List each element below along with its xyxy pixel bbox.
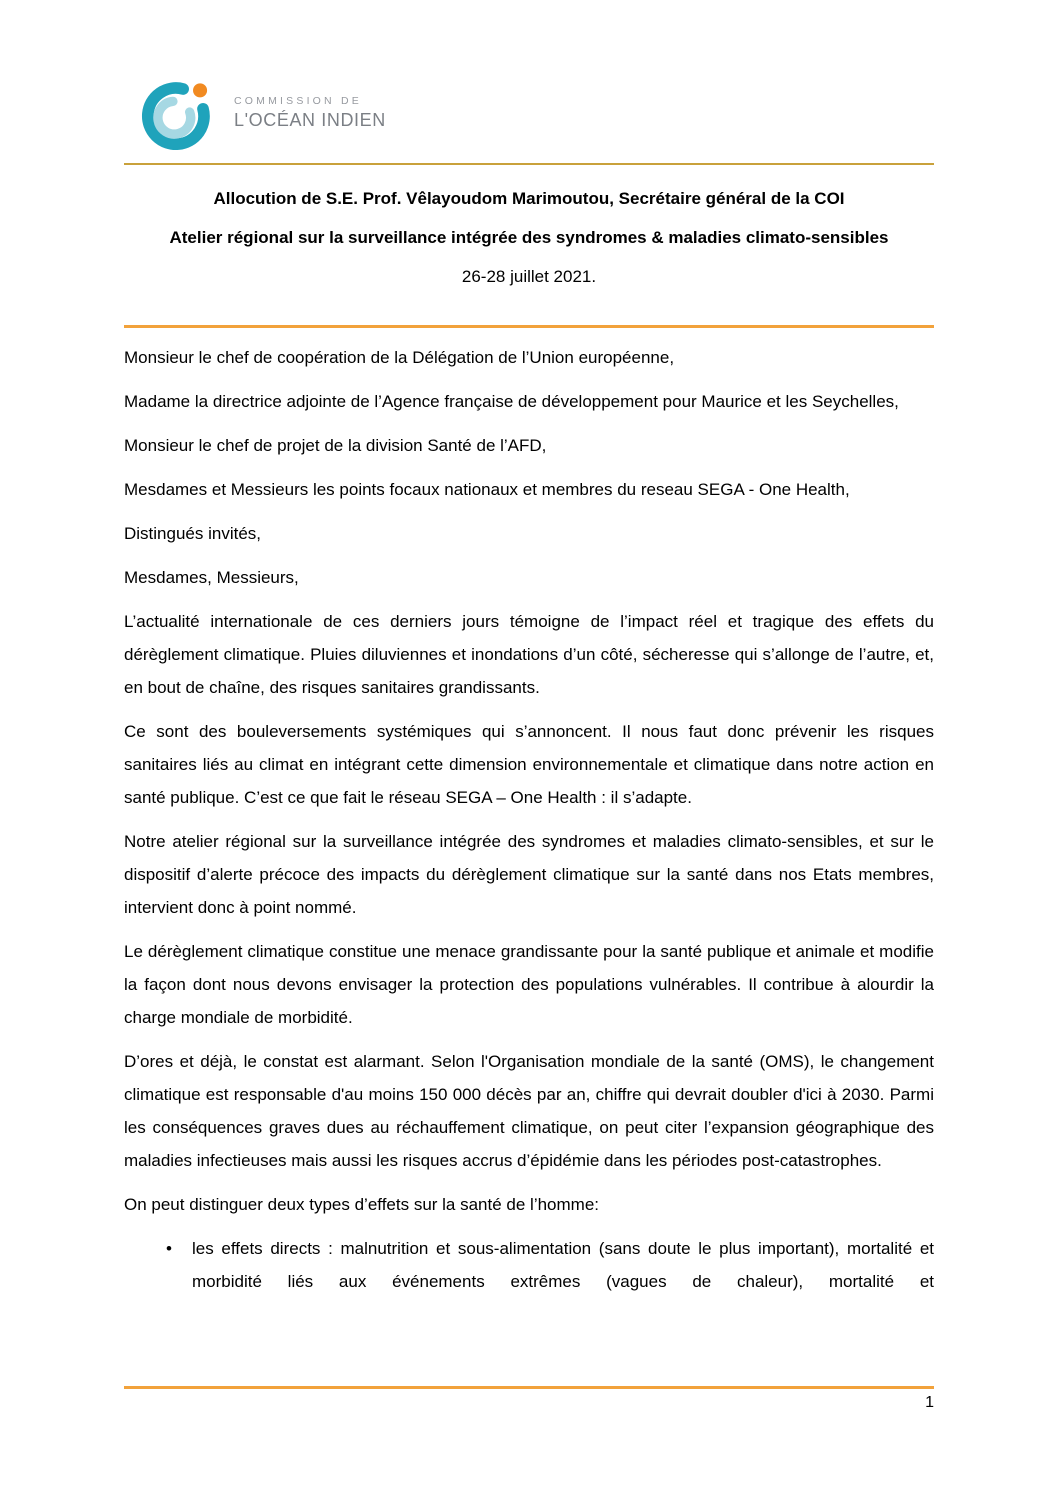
coi-logo-icon: [140, 74, 218, 152]
body-paragraph: Ce sont des bouleversements systémiques qui s’annoncent. Il nous faut donc prévenir les risques sanitaires liés au climat en intégrant cette dimension environnementale et climatique dans notre action en santé publique. C’est ce que fait le réseau SEGA – One Health : il s’adapte.: [124, 722, 934, 807]
coi-letterhead: [140, 74, 386, 152]
body-paragraph: L’actualité internationale de ces derniers jours témoigne de l’impact réel et tragique des effets du dérèglement climatique. Pluies diluviennes et inondations d’un côté, sécheresse qui s’allonge de l’autre, et, en bout de chaîne, des risques sanitaires grandissants.: [124, 612, 934, 697]
document-body: [124, 341, 934, 1298]
salutation-line: Mesdames, Messieurs,: [124, 568, 299, 587]
body-paragraph: On peut distinguer deux types d’effets sur la santé de l’homme:: [124, 1195, 600, 1214]
coi-logo-text: [234, 95, 386, 131]
salutation-line: Monsieur le chef de coopération de la Délégation de l’Union européenne,: [124, 348, 675, 367]
page-number: 1: [925, 1394, 934, 1411]
document-title-line1: Allocution de S.E. Prof. Vêlayoudom Marimoutou, Secrétaire général de la COI: [213, 189, 845, 208]
bullet-item-text: les effets directs : malnutrition et sous-alimentation (sans doute le plus important), mortalité et morbidité liés aux événements extrêmes (vagues de chaleur), mortalité et: [192, 1239, 934, 1291]
effects-bullet-list: [124, 1232, 934, 1298]
title-divider: [124, 325, 934, 328]
body-paragraph: D’ores et déjà, le constat est alarmant. Selon l'Organisation mondiale de la santé (OMS), le changement climatique est responsable d'au moins 150 000 décès par an, chiffre qui devrait doubler d'ici à 2030. Parmi les conséquences graves dues au réchauffement climatique, on peut citer l’expansion géographique des maladies infectieuses mais aussi les risques accrus d’épidémie dans les périodes post-catastrophes.: [124, 1052, 934, 1170]
logo-org-line1: COMMISSION DE: [234, 95, 362, 107]
footer-divider: [124, 1386, 934, 1389]
body-paragraph: Le dérèglement climatique constitue une menace grandissante pour la santé publique et animale et modifie la façon dont nous devons envisager la protection des populations vulnérables. Il contribue à alourdir la charge mondiale de morbidité.: [124, 942, 934, 1027]
header-divider: [124, 163, 934, 165]
salutation-line: Monsieur le chef de projet de la division Santé de l’AFD,: [124, 436, 547, 455]
salutation-line: Distingués invités,: [124, 524, 262, 543]
title-block: [124, 188, 934, 287]
salutation-line: Mesdames et Messieurs les points focaux nationaux et membres du reseau SEGA - One Health,: [124, 480, 850, 499]
salutation-line: Madame la directrice adjointe de l’Agence française de développement pour Maurice et les Seychelles,: [124, 392, 899, 411]
logo-org-line2: L'OCÉAN INDIEN: [234, 110, 386, 130]
body-paragraph: Notre atelier régional sur la surveillance intégrée des syndromes et maladies climato-sensibles, et sur le dispositif d’alerte précoce des impacts du dérèglement climatique sur la santé dans nos Etats membres, intervient donc à point nommé.: [124, 832, 934, 917]
bullet-item: [192, 1232, 934, 1298]
document-title-line2: Atelier régional sur la surveillance intégrée des syndromes & maladies climato-sensibles: [169, 228, 889, 247]
document-date: 26-28 juillet 2021.: [461, 267, 597, 286]
